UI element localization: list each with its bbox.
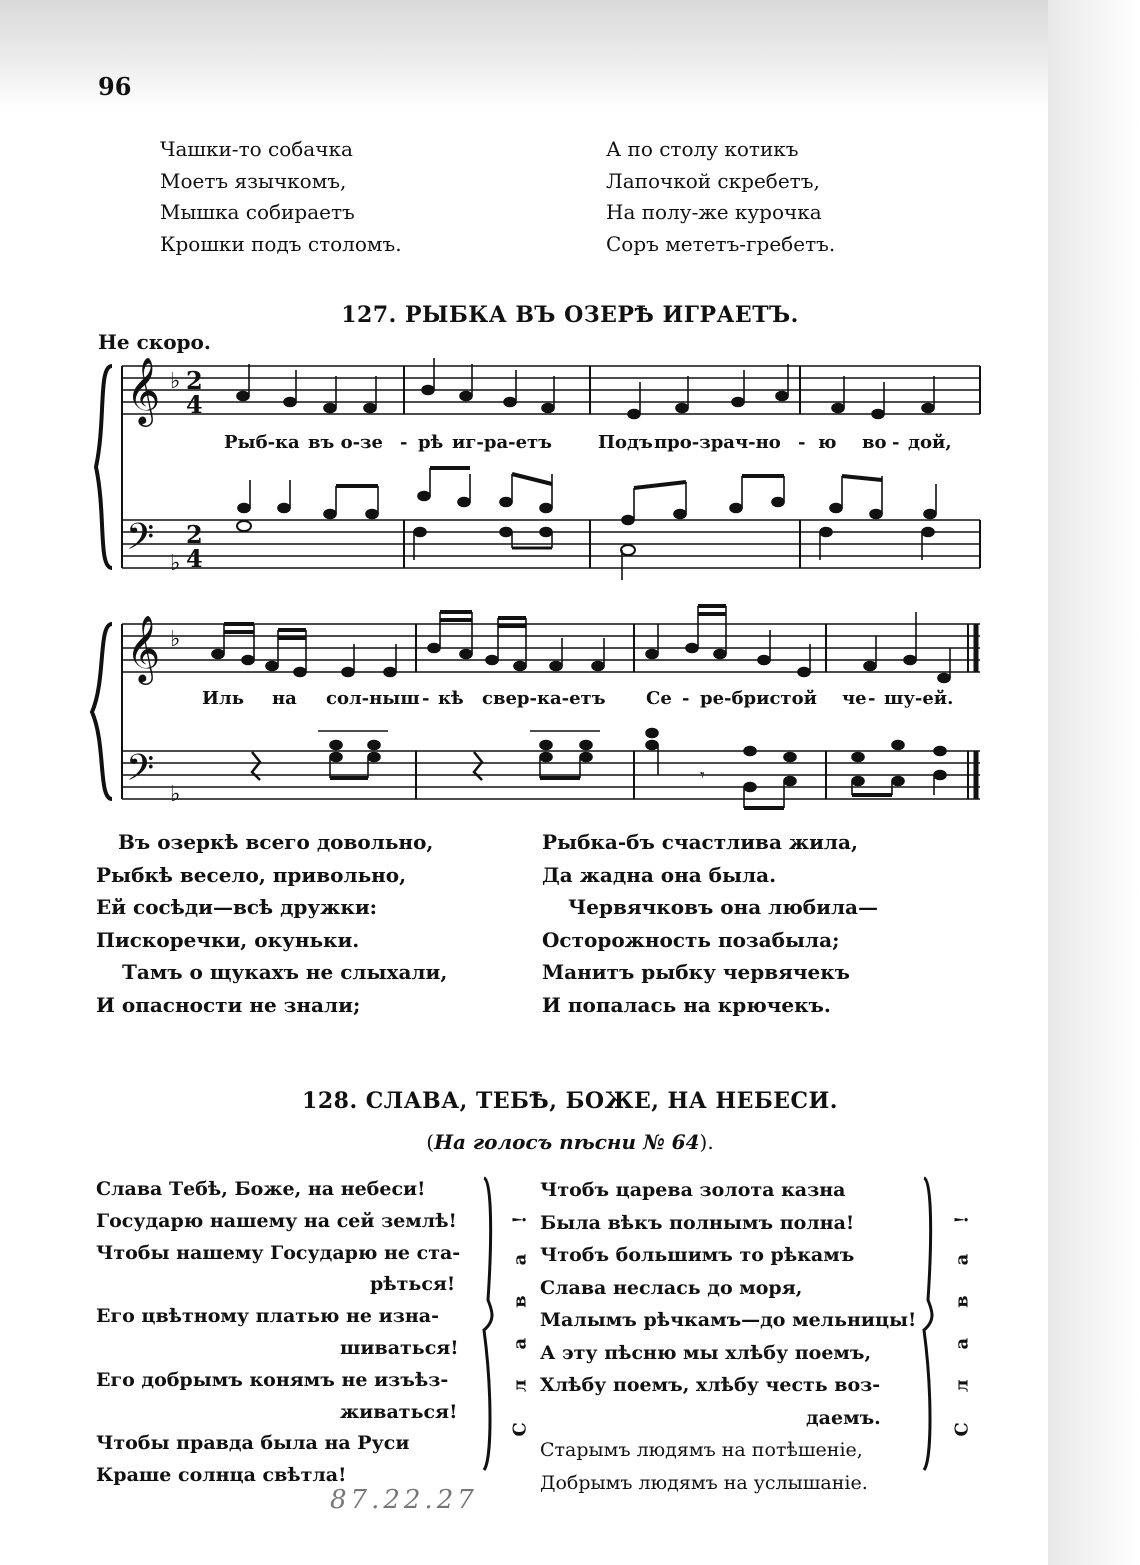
- svg-text:𝄞: 𝄞: [126, 614, 161, 682]
- verse-line: Добрымъ людямъ на услышаніе.: [540, 1471, 868, 1494]
- time-sig-top-treble: 2: [186, 366, 203, 395]
- system-1-brace: [96, 366, 112, 568]
- verse-line: живаться!: [340, 1400, 458, 1423]
- verse-line: Слава неслась до моря,: [540, 1276, 803, 1299]
- time-sig-top-bass: 2: [186, 520, 203, 549]
- verse-line: Пискоречки, окуньки.: [96, 927, 360, 952]
- lyric: -: [892, 432, 900, 453]
- verse-line: Его добрымъ конямъ не изъѣз-: [96, 1368, 449, 1391]
- subtitle-tune: На голосъ пѣсни № 64: [434, 1130, 700, 1154]
- verse-line: Въ озеркѣ всего довольно,: [118, 830, 434, 854]
- time-sig-bottom-treble: 4: [186, 390, 203, 419]
- lyric: Иль: [202, 688, 244, 709]
- verse-line: Чтобъ царева золота казна: [540, 1179, 846, 1201]
- verse-line: Соръ мететъ-гребетъ.: [606, 231, 836, 256]
- svg-text:𝄞: 𝄞: [126, 356, 161, 424]
- verse-line: Мышка собираетъ: [160, 200, 355, 224]
- svg-text:𝄾: 𝄾: [700, 765, 705, 786]
- page-number: 96: [98, 72, 132, 101]
- lyric: иг-ра-етъ: [452, 432, 552, 453]
- verse-line: Рыбкѣ весело, привольно,: [96, 862, 407, 887]
- lyric: -: [798, 432, 806, 453]
- lyric: кѣ: [438, 688, 464, 709]
- lyric: -: [400, 432, 408, 453]
- tempo-marking: Не скоро.: [98, 330, 211, 354]
- verse-line: Ей сосѣди—всѣ дружки:: [96, 895, 378, 919]
- system-2-treble-notes: [212, 606, 950, 683]
- verse-line: Хлѣбу поемъ, хлѣбу честь воз-: [540, 1374, 881, 1396]
- verse-line: Манитъ рыбку червячекъ: [542, 960, 851, 984]
- verse-line: Малымъ рѣчкамъ—до мельницы!: [540, 1309, 917, 1331]
- song-127-verse-right: [542, 826, 878, 1021]
- verse-line: Крошки подъ столомъ.: [160, 231, 402, 256]
- verse-line: А по столу котикъ: [606, 137, 799, 161]
- svg-text:♭: ♭: [170, 369, 181, 394]
- verse-line: Слава Тебѣ, Боже, на небеси!: [96, 1178, 426, 1200]
- verse-line: рѣться!: [370, 1273, 456, 1296]
- lyric: на: [272, 688, 297, 709]
- verse-line: Старымъ людямъ на потѣшеніе,: [540, 1439, 863, 1461]
- verse-line: Чтобы нашему Государю не ста-: [96, 1241, 461, 1264]
- lyric: ю: [818, 432, 837, 453]
- verse-line: Рыбка-бъ счастлива жила,: [542, 830, 858, 854]
- verse-line: Осторожность позабыла;: [542, 927, 840, 952]
- song-128-right-brace: [924, 1178, 932, 1470]
- lyric: шу-ей.: [884, 688, 954, 709]
- subtitle-close: ).: [699, 1130, 714, 1154]
- verse-line: Тамъ о щукахъ не слыхали,: [122, 960, 448, 984]
- lyric: рѣ: [418, 432, 444, 453]
- lyric: въ о-зе: [308, 432, 383, 453]
- svg-text:𝄢: 𝄢: [126, 747, 155, 798]
- song-128-left-brace: [484, 1178, 492, 1470]
- song-128-left-column: [96, 1174, 460, 1492]
- lyric: про-зрач-но: [654, 432, 781, 453]
- lyric: дой,: [908, 432, 952, 453]
- song-128-subtitle: [0, 1130, 1140, 1154]
- svg-text:♭: ♭: [170, 782, 181, 807]
- svg-text:♭: ♭: [170, 551, 181, 576]
- system-1-treble-notes: [237, 358, 934, 419]
- song-127-title: 127. РЫБКА ВЪ ОЗЕРѢ ИГРАЕТЪ.: [341, 302, 799, 328]
- lyric: свер-ка-етъ: [482, 688, 606, 709]
- verse-line: шиваться!: [340, 1336, 459, 1359]
- verse-line: Моетъ язычкомъ,: [160, 168, 347, 193]
- refrain-text: Слава!: [509, 1185, 531, 1437]
- system-2-bass-notes: [252, 729, 946, 809]
- verse-line: Лапочкой скребетъ,: [606, 168, 820, 193]
- verse-line: Его цвѣтному платью не изна-: [96, 1305, 439, 1328]
- lyric: Се: [646, 688, 672, 709]
- system-2-barlines: [122, 624, 976, 799]
- svg-text:♭: ♭: [170, 627, 181, 652]
- subtitle-open: (: [426, 1130, 435, 1154]
- verse-line: Была вѣкъ полнымъ полна!: [540, 1211, 855, 1234]
- system-1-bass-notes: [237, 468, 936, 580]
- verse-line: Чтобы правда была на Руси: [96, 1432, 410, 1455]
- verse-line: Государю нашему на сей землѣ!: [96, 1209, 457, 1232]
- verse-line: Чашки-то собачка: [160, 137, 353, 161]
- lyric: Подъ: [598, 432, 653, 453]
- song-127-verse-left: [96, 826, 447, 1021]
- system-1-clefs: [126, 356, 180, 576]
- verse-line: Чтобъ большимъ то рѣкамъ: [540, 1244, 855, 1266]
- lyric: -: [682, 688, 690, 709]
- song-128-title: 128. СЛАВА, ТЕБѢ, БОЖЕ, НА НЕБЕСИ.: [302, 1088, 838, 1114]
- verse-line: На полу-же курочка: [606, 200, 822, 224]
- time-signatures: [186, 366, 203, 573]
- song-128-right-column: [540, 1174, 916, 1499]
- svg-text:𝄢: 𝄢: [126, 516, 155, 567]
- handwritten-note: 87.22.27: [330, 1485, 478, 1515]
- lyric: че: [842, 688, 867, 709]
- verse-line: Да жадна она была.: [542, 862, 777, 887]
- verse-line: И попалась на крючекъ.: [542, 992, 831, 1017]
- system-1-barlines: [122, 366, 980, 568]
- lyric: -: [868, 688, 876, 709]
- verse-line: Червячковъ она любила—: [568, 895, 879, 919]
- system-2-brace: [92, 624, 112, 799]
- verse-line: даемъ.: [806, 1406, 881, 1429]
- verse-line: И опасности не знали;: [96, 992, 361, 1017]
- lyric: сол-ныш: [326, 688, 420, 709]
- verse-line: А эту пѣсню мы хлѣбу поемъ,: [540, 1341, 872, 1364]
- lyric: ре-бристой: [700, 688, 817, 709]
- time-sig-bottom-bass: 4: [186, 544, 203, 573]
- refrain-text: Слава!: [951, 1185, 973, 1437]
- system-2-clefs: [126, 614, 180, 807]
- lyric: -: [422, 688, 430, 709]
- lyric: Рыб-ка: [224, 432, 300, 453]
- verse-line: Краше солнца свѣтла!: [96, 1464, 347, 1487]
- lyric: во: [862, 432, 887, 453]
